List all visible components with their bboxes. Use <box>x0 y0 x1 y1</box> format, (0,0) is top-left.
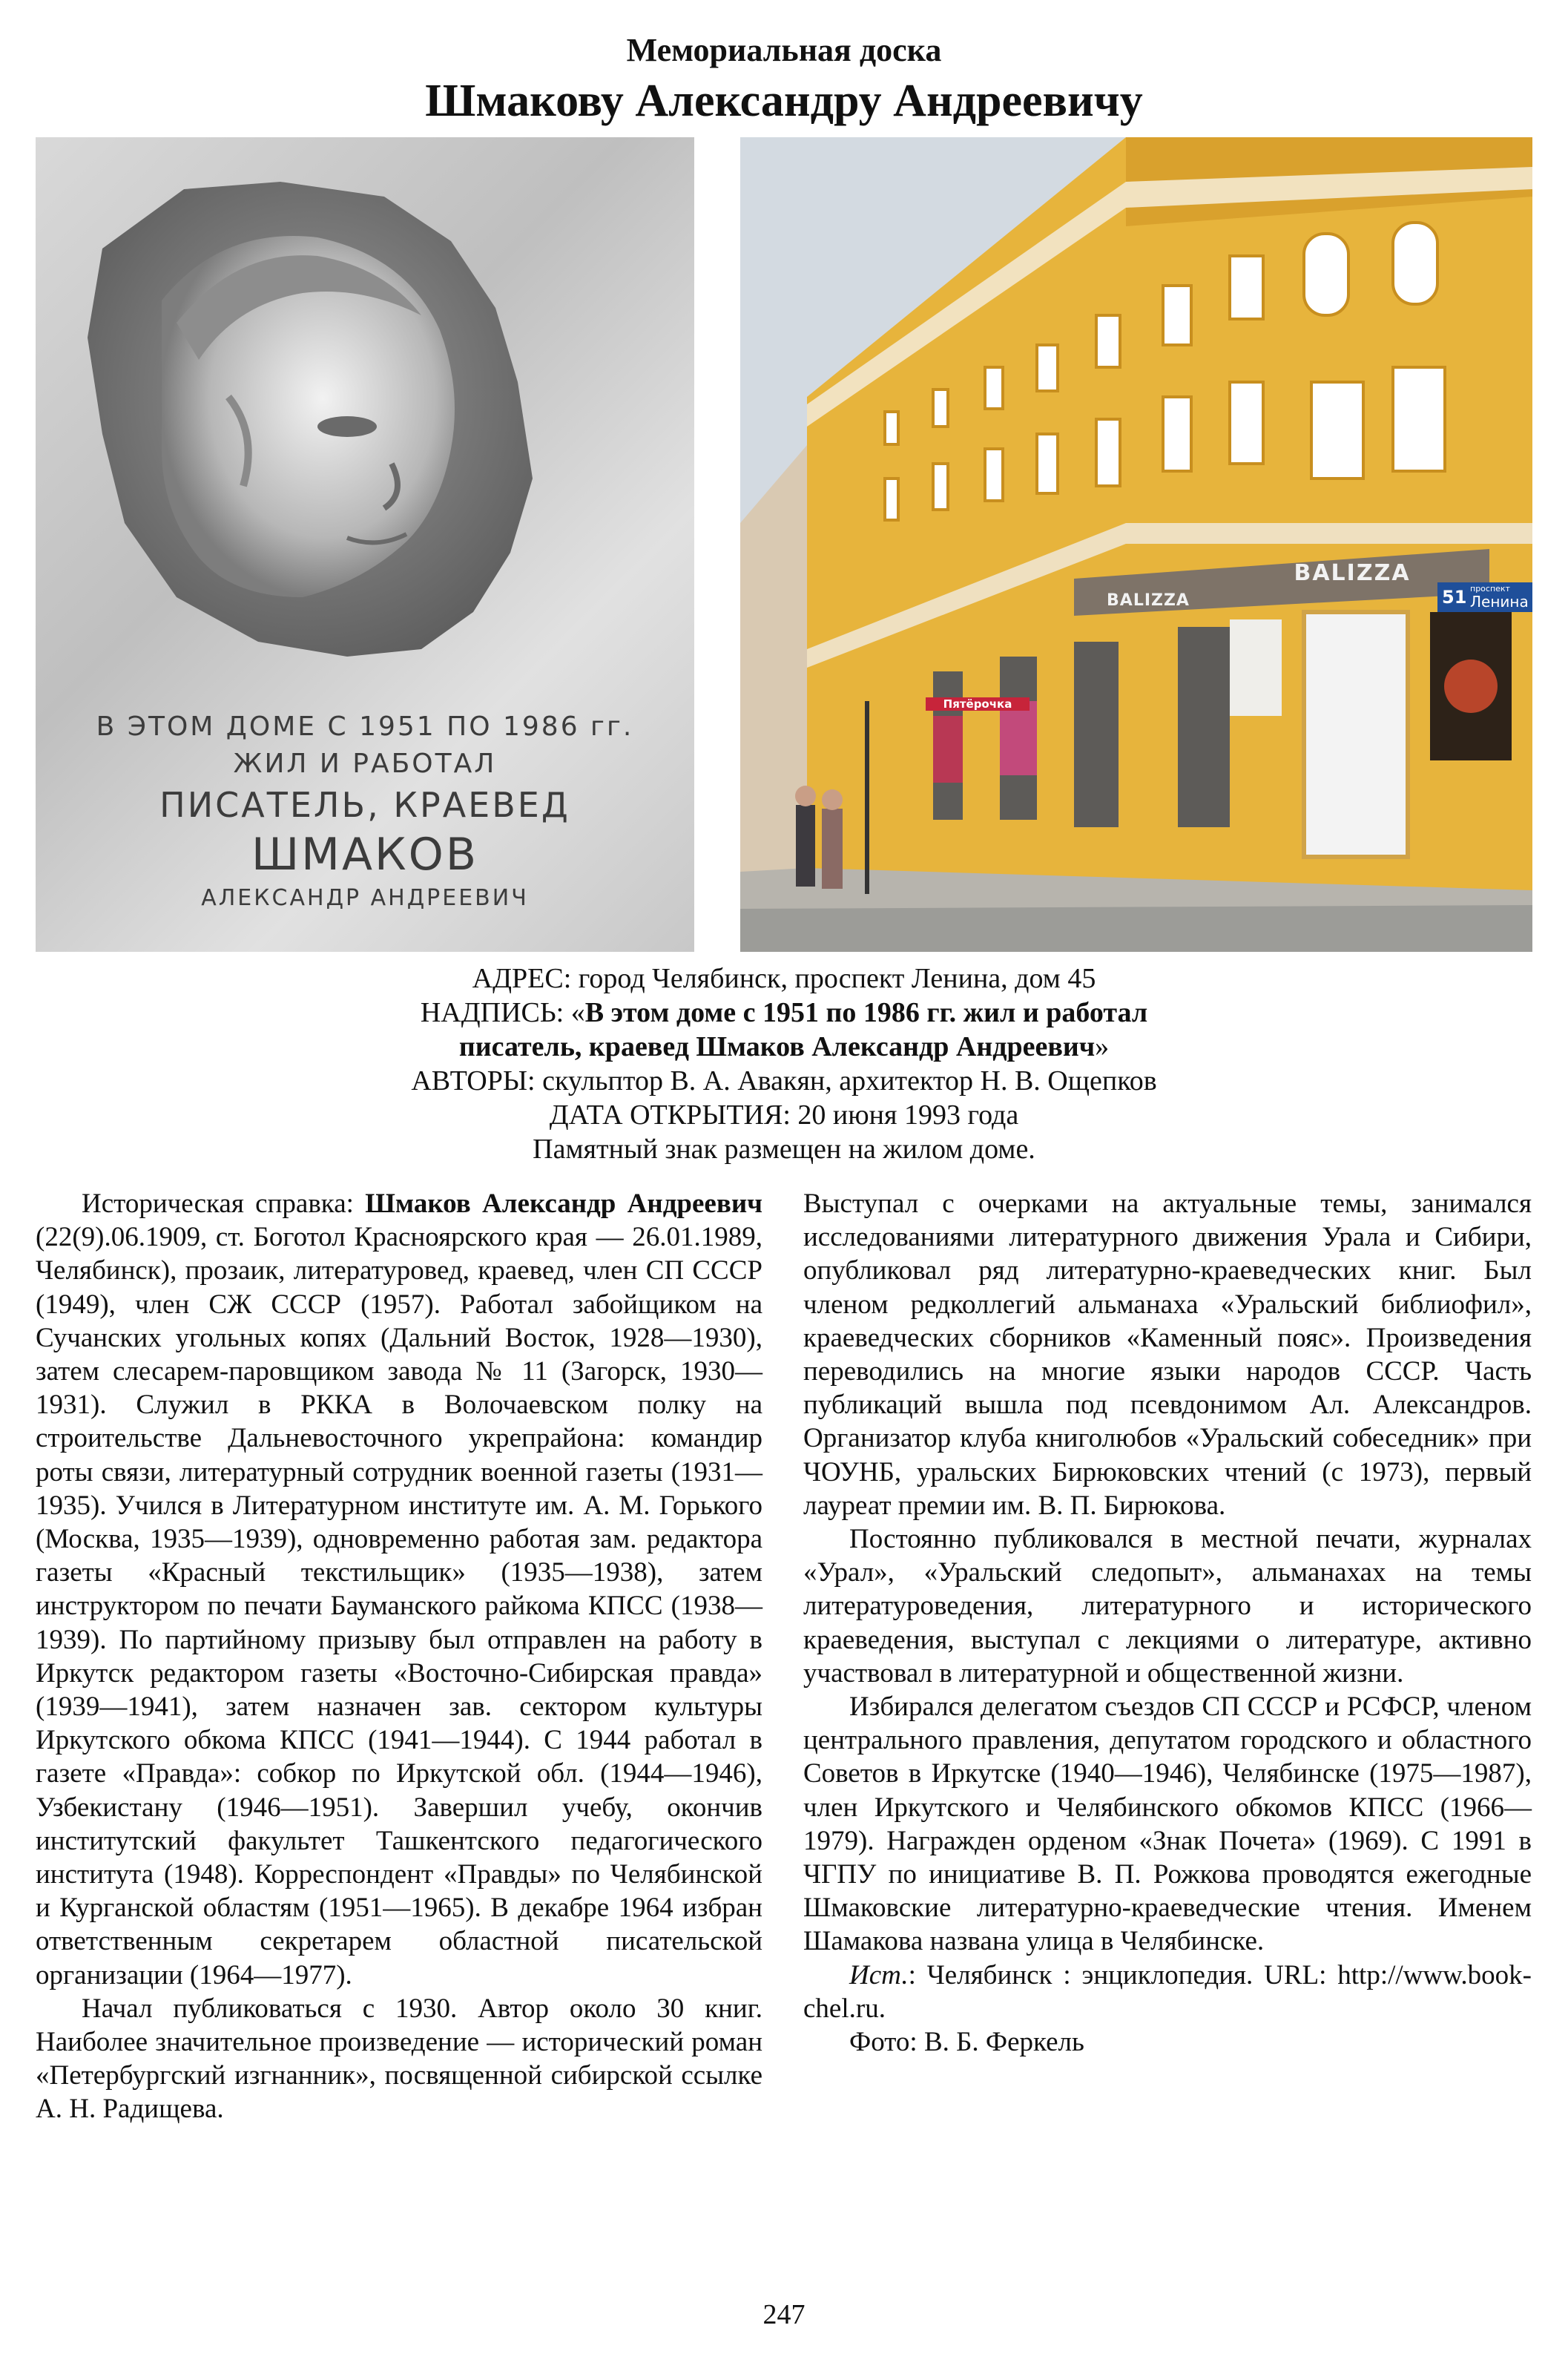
p1-body: (22(9).06.1909, ст. Боготол Красноярского края — 26.01.1989, Челябинск), прозаик, литературовед, краевед, член СП СССР (1949), член СЖ СССР (1957). Работал забойщиком на Сучанских угольных копях (Дальний Восток, 1928—1930), затем слесарем-паровщиком завода № 11 (Загорск, 1930—1931). Служил в РККА в Волочаевском полку на строительстве Дальневосточного укрепрайона: командир роты связи, литературный сотрудник военной газеты (1931—1935). Учился в Литературном институте им. А. М. Горького (Москва, 1935—1939), одновременно работая зам. редактора газеты «Красный текстильщик» (1935—1938), затем инструктором по печати Бауманского райкома КПСС (1938—1939). По партийному призыву был отправлен на работу в Иркутск редактором газеты «Восточно-Сибирская правда» (1939—1941), затем назначен зав. сектором культуры Иркутского обкома КПСС (1941—1944). С 1944 работал в газете «Правда»: собкор по Иркутской обл. (1944—1946), Узбекистану (1946—1951). Завершил учебу, окончив институтский факультет Ташкентского педагогического института (1948). Корреспондент «Правды» по Челябинской и Курганской областям (1951—1965). В декабре 1964 избран ответственным секретарем областной писательской организации (1964—1977). <box>36 1222 762 1990</box>
street-sign-name: Ленина <box>1470 593 1529 611</box>
date-value: 20 июня 1993 года <box>790 1099 1019 1131</box>
plaque-line-2: ЖИЛ И РАБОТАЛ <box>233 749 497 779</box>
date-label: ДАТА ОТКРЫТИЯ: <box>549 1099 791 1131</box>
paragraph-4: Избирался делегатом съездов СП СССР и РСФСР, членом центрального правления, депутатом городского и областного Советов в Иркутске (1940—1946), Челябинске (1975—1987), член Иркутского и Челябинского обкомов КПСС (1966—1979). Награжден орденом «Знак Почета» (1969). С 1991 в ЧГПУ по инициативе В. П. Рожкова проводятся ежегодные Шмаковские литературно-краеведческие чтения. Именем Шамакова названа улица в Челябинске. <box>803 1691 1532 1957</box>
building-store-sign-2: BALIZZA <box>1107 591 1190 610</box>
plaque-line-5: АЛЕКСАНДР АНДРЕЕВИЧ <box>201 885 529 911</box>
p1-name: Шмаков Александр Андреевич <box>365 1188 762 1219</box>
street-sign-top: проспект <box>1470 584 1510 594</box>
photo-credit: Фото: В. Б. Феркель <box>849 2027 1084 2058</box>
building-shop-sign: Пятёрочка <box>926 697 1030 711</box>
text-column-right <box>803 1187 1532 2059</box>
inscription-text-1: В этом доме с 1951 по 1986 гг. жил и работал <box>584 997 1148 1028</box>
address-line <box>0 961 1568 996</box>
inscription-close: » <box>1095 1031 1110 1062</box>
building-store-sign: BALIZZA <box>1294 560 1411 586</box>
building-illustration <box>740 137 1532 952</box>
page-number: 247 <box>762 2299 806 2330</box>
plaque-line-3: ПИСАТЕЛЬ, КРАЕВЕД <box>159 785 570 825</box>
header-title: Шмакову Александру Андреевичу <box>425 76 1143 126</box>
paragraph-2-left: Начал публиковаться с 1930. Автор около 30 книг. Наиболее значительное произведение — исторический роман «Петербургский изгнанник», посвященной сибирской ссылке А. Н. Радищева. <box>36 1993 762 2125</box>
header-subtitle: Мемориальная доска <box>626 32 942 68</box>
authors-line <box>0 1064 1568 1098</box>
authors-value: скульптор В. А. Авакян, архитектор Н. В. Ощепков <box>535 1065 1157 1097</box>
paragraph-1 <box>36 1187 762 1992</box>
info-block <box>0 961 1568 1166</box>
building-photo <box>740 137 1532 952</box>
plaque-line-4: ШМАКОВ <box>251 829 478 881</box>
date-line <box>0 1098 1568 1132</box>
inscription-line-1 <box>0 996 1568 1030</box>
inscription-line-2 <box>0 1030 1568 1064</box>
street-sign-number: 51 <box>1442 587 1467 608</box>
plaque-line-1: В ЭТОМ ДОМЕ С 1951 ПО 1986 гг. <box>96 711 634 742</box>
inscription-label: НАДПИСЬ: « <box>420 997 585 1028</box>
street-sign <box>1437 582 1532 612</box>
paragraph-2-right: Выступал с очерками на актуальные темы, занимался исследованиями литературного движения Урала и Сибири, опубликовал ряд литературно-краеведческих книг. Был членом редколлегий альманаха «Уральский библиофил», краеведческих сборников «Каменный пояс». Произведения переводились на многие языки народов СССР. Часть публикаций вышла под псевдонимом Ал. Александров. Организатор клуба книголюбов «Уральский собеседник» при ЧОУНБ, уральских Бирюковских чтений (с 1973), первый лауреат премии им. В. П. Бирюкова. <box>803 1188 1532 1521</box>
plaque-photo <box>36 137 694 952</box>
source-value: : Челябинск : энциклопедия. URL: http://www.book-chel.ru. <box>803 1959 1532 2024</box>
source-label: Ист. <box>849 1959 909 1990</box>
address-label: АДРЕС: <box>472 963 572 994</box>
p1-lead: Историческая справка: <box>82 1188 366 1219</box>
address-value: город Челябинск, проспект Ленина, дом 45 <box>571 963 1096 994</box>
authors-label: АВТОРЫ: <box>411 1065 536 1097</box>
placement-line: Памятный знак размещен на жилом доме. <box>533 1134 1035 1165</box>
source-line <box>803 1959 1532 2025</box>
paragraph-3: Постоянно публиковался в местной печати, журналах «Урал», «Уральский следопыт», альманахах на темы литературоведения, литературного и исторического краеведения, выступал с лекциями о литературе, активно участвовал в литературной и общественной жизни. <box>803 1524 1532 1689</box>
text-column-left <box>36 1187 762 2126</box>
inscription-text-2: писатель, краевед Шмаков Александр Андреевич <box>458 1031 1096 1062</box>
